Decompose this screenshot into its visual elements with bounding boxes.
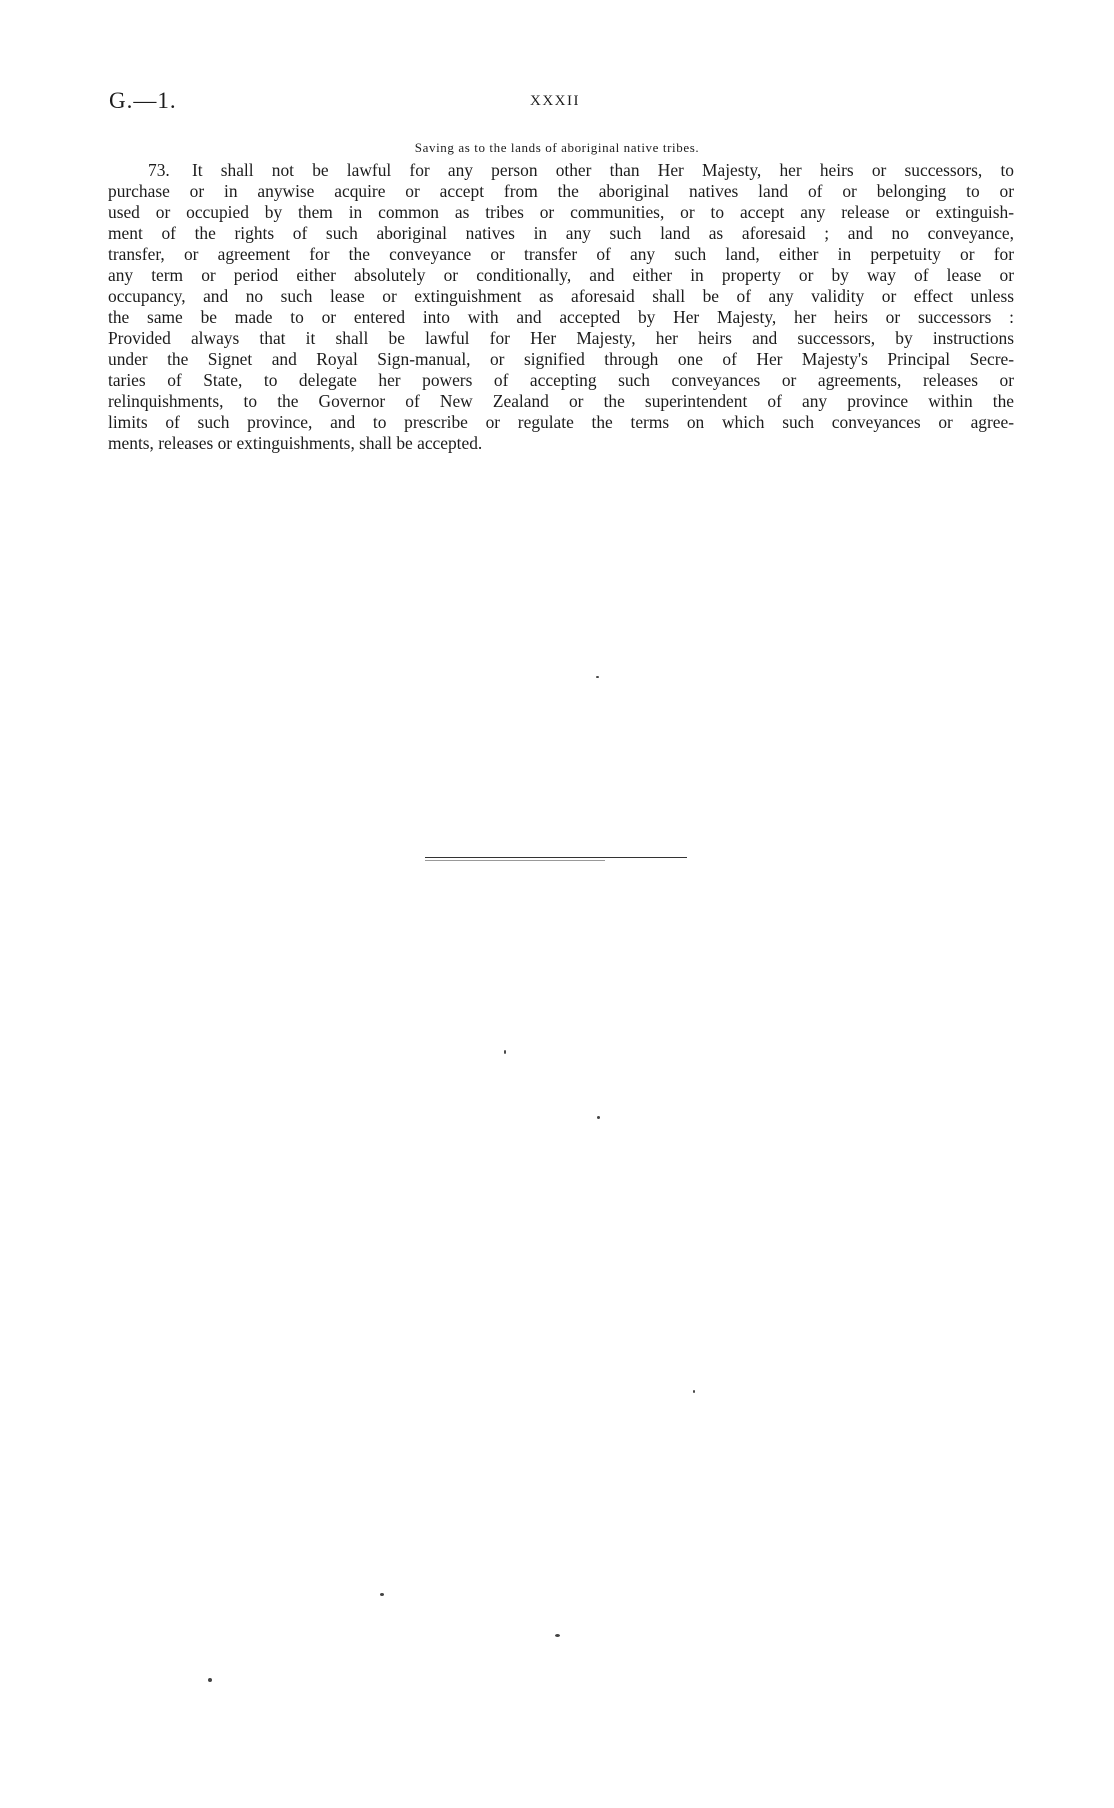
page-number: XXXII: [530, 93, 580, 109]
section-heading: Saving as to the lands of aboriginal native tribes.: [414, 140, 700, 155]
section-body: [108, 160, 1014, 454]
body-line: any term or period either absolutely or conditionally, and either in property or by way of lease or: [108, 265, 1014, 285]
body-line: occupancy, and no such lease or extinguishment as aforesaid shall be of any validity or effect unless: [108, 286, 1014, 306]
body-line: transfer, or agreement for the conveyance or transfer of any such land, either in perpetuity or for: [108, 244, 1014, 264]
body-line: ment of the rights of such aboriginal natives in any such land as aforesaid ; and no conveyance,: [108, 223, 1014, 243]
body-line: the same be made to or entered into with and accepted by Her Majesty, her heirs or successors :: [108, 307, 1014, 327]
scan-speck: [693, 1390, 695, 1393]
section-number: 73.: [148, 160, 170, 180]
body-line: Provided always that it shall be lawful for Her Majesty, her heirs and successors, by instructions: [108, 328, 1014, 348]
scan-speck: [380, 1593, 384, 1596]
body-line: used or occupied by them in common as tribes or communities, or to accept any release or extinguish-: [108, 202, 1014, 222]
body-line: 73. It shall not be lawful for any person other than Her Majesty, her heirs or successors, to: [148, 160, 1014, 180]
scan-speck: [208, 1678, 212, 1682]
scan-speck: [504, 1050, 506, 1054]
body-line: limits of such province, and to prescribe or regulate the terms on which such conveyances or agree-: [108, 412, 1014, 432]
body-line: ments, releases or extinguishments, shall be accepted.: [108, 433, 483, 453]
body-line: relinquishments, to the Governor of New Zealand or the superintendent of any province within the: [108, 391, 1014, 411]
scan-speck: [597, 1116, 600, 1119]
body-line: taries of State, to delegate her powers of accepting such conveyances or agreements, releases or: [108, 370, 1014, 390]
scan-speck: [596, 676, 599, 678]
body-line: purchase or in anywise acquire or accept from the aboriginal natives land of or belonging to or: [108, 181, 1014, 201]
scan-speck: [555, 1634, 560, 1637]
section-end-rule: [425, 857, 687, 858]
body-line: under the Signet and Royal Sign-manual, or signified through one of Her Majesty's Principal Secre-: [108, 349, 1014, 369]
document-id: G.—1.: [109, 88, 177, 113]
